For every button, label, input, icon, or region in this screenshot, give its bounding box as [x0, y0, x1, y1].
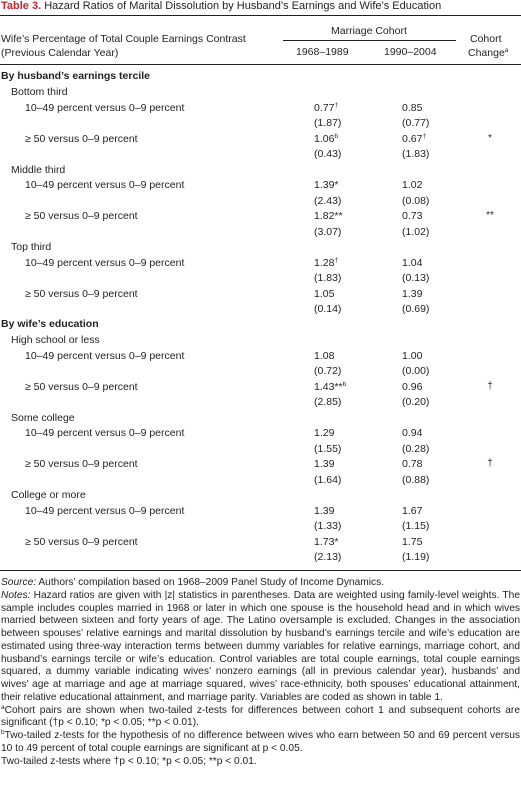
- value-1990-2004: 1.75: [402, 535, 423, 548]
- stat-1968-1989: (1.64): [314, 473, 342, 486]
- cohort-change-mark: **: [486, 210, 494, 221]
- stat-1990-2004: (1.19): [402, 551, 430, 563]
- row-header-line2: (Previous Calendar Year): [1, 47, 119, 59]
- stat-1968-1989: (1.87): [314, 117, 342, 129]
- row-label: 10–49 percent versus 0–9 percent: [25, 349, 185, 362]
- stat-1968-1989: (1.33): [314, 520, 342, 532]
- footnote-b: $^b$Two-tailed z-tests for the hypothesis of no difference between wives who earn between 50 and 69 percent versus 10 to 49 percent of total couple earnings are significant at p < 0.05.: [1, 729, 520, 754]
- value-1968-1989: 1.73*: [314, 535, 339, 548]
- cohort-span-header: Marriage Cohort: [331, 25, 407, 37]
- value-1990-2004: 0.94: [402, 427, 423, 439]
- value-1968-1989: 1.82**: [314, 210, 343, 222]
- row-label: 10–49 percent versus 0–9 percent: [25, 504, 185, 517]
- row-header-line1: Wife’s Percentage of Total Couple Earnings Contrast: [1, 33, 246, 45]
- cohort-change-mark: *: [488, 132, 492, 144]
- stat-1968-1989: (1.55): [314, 442, 342, 455]
- stat-1968-1989: (2.13): [314, 551, 342, 563]
- header-rule: [0, 64, 521, 65]
- value-1990-2004: 1.39: [402, 287, 423, 300]
- stat-1968-1989: (1.83): [314, 272, 342, 284]
- stat-1990-2004: (0.69): [402, 303, 430, 315]
- value-1990-2004: 1.00: [402, 349, 423, 362]
- row-label: ≥ 50 versus 0–9 percent: [25, 287, 138, 300]
- value-1990-2004: 0.78: [402, 458, 423, 470]
- bottom-rule: [0, 570, 521, 571]
- value-1990-2004: 1.02: [402, 179, 423, 191]
- stat-1990-2004: (0.00): [402, 365, 430, 377]
- value-1990-2004: 0.85: [402, 101, 423, 114]
- row-label: ≥ 50 versus 0–9 percent: [25, 535, 138, 548]
- source-note: Source: Authors’ compilation based on 1968–2009 Panel Study of Income Dynamics.: [1, 577, 385, 588]
- value-1968-1989: 1.06$^b$: [314, 132, 339, 145]
- value-1968-1989: 1.39: [314, 458, 335, 470]
- change-header-line1: Cohort: [470, 33, 502, 45]
- stat-1990-2004: (0.20): [402, 396, 430, 408]
- stat-1990-2004: (0.08): [402, 194, 430, 207]
- group-heading: College or more: [11, 489, 86, 501]
- group-heading: Middle third: [11, 163, 66, 176]
- value-1968-1989: 1.39: [314, 504, 335, 517]
- span-rule: [283, 40, 456, 41]
- table-notes: [1, 577, 520, 768]
- value-1990-2004: 0.96: [402, 380, 423, 393]
- row-label: 10–49 percent versus 0–9 percent: [25, 256, 185, 269]
- stat-1968-1989: (2.85): [314, 396, 342, 408]
- value-1968-1989: 1.29: [314, 427, 335, 439]
- stat-1990-2004: (1.15): [402, 520, 430, 532]
- row-label: 10–49 percent versus 0–9 percent: [25, 179, 185, 191]
- stat-1990-2004: (0.88): [402, 473, 430, 486]
- col-header-1968: 1968–1989: [296, 46, 349, 58]
- value-1968-1989: 1.43**$^b$: [314, 380, 347, 393]
- group-heading: High school or less: [11, 334, 100, 346]
- stat-1990-2004: (0.28): [402, 442, 430, 455]
- value-1968-1989: 1.05: [314, 287, 335, 300]
- table-caption: Hazard Ratios of Marital Dissolution by Husband’s Earnings and Wife’s Education: [44, 0, 442, 12]
- group-heading: Some college: [11, 411, 75, 424]
- general-notes: Notes: Hazard ratios are given with |z| statistics in parentheses. Data are weighted using family-level weights. The sample includes couples married in 1968 or later in which one spouse is the household head and in which wives married between sixteen and forty years of age. The Latino oversample is excluded. Changes in the association between spouses’ relative earnings and marital dissolution by husband’s earnings tercile and wife’s education are estimated using three-way interaction terms between dummy variables for relative earnings, marriage cohort, and husband’s earnings tercile or wife’s education. Control variables are total couple earnings, total couple earnings squared, a dummy variable indicating wives’ nonzero earnings (all in previous calendar year), husbands’ and wives’ age at marriage and age at marriage squared, wives’ race-ethnicity, both spouses’ educational attainment, their relative educational attainment, and marriage parity. Variables are coded as shown in table 1.: [1, 589, 520, 703]
- stat-1990-2004: (1.83): [402, 148, 430, 160]
- stat-1990-2004: (0.13): [402, 272, 430, 284]
- value-1990-2004: 0.67†: [402, 132, 427, 145]
- table-number: Table 3.: [1, 0, 42, 12]
- section-heading: By husband’s earnings tercile: [1, 70, 150, 82]
- change-header-line2: Change$^a$: [468, 47, 509, 59]
- row-label: ≥ 50 versus 0–9 percent: [25, 458, 138, 470]
- row-label: ≥ 50 versus 0–9 percent: [25, 132, 138, 145]
- cohort-change-mark: †: [487, 380, 493, 392]
- group-heading: Top third: [11, 241, 52, 253]
- stat-1968-1989: (0.14): [314, 303, 342, 315]
- value-1990-2004: 1.67: [402, 504, 423, 517]
- stat-1968-1989: (0.72): [314, 365, 342, 377]
- row-label: ≥ 50 versus 0–9 percent: [25, 380, 138, 393]
- footnote-a: $^a$Cohort pairs are shown when two-tailed z-tests for differences between cohort 1 and subsequent cohorts are significant (†p < 0.10; *p < 0.05; **p < 0.01).: [1, 703, 520, 729]
- section-heading: By wife’s education: [1, 318, 99, 330]
- value-1990-2004: 1.04: [402, 256, 423, 269]
- value-1968-1989: 1.39*: [314, 179, 339, 191]
- stat-1990-2004: (1.02): [402, 225, 430, 238]
- row-label: ≥ 50 versus 0–9 percent: [25, 210, 138, 222]
- cohort-change-mark: †: [487, 458, 493, 469]
- stat-1990-2004: (0.77): [402, 117, 430, 129]
- stat-1968-1989: (0.43): [314, 148, 342, 160]
- stat-1968-1989: (2.43): [314, 194, 342, 207]
- top-rule: [0, 15, 521, 16]
- value-1968-1989: 0.77†: [314, 101, 339, 114]
- value-1968-1989: 1.28†: [314, 256, 339, 269]
- value-1968-1989: 1.08: [314, 349, 335, 362]
- group-heading: Bottom third: [11, 86, 68, 98]
- row-label: 10–49 percent versus 0–9 percent: [25, 101, 185, 114]
- significance-note: Two-tailed z-tests where †p < 0.10; *p < 0.05; **p < 0.01.: [1, 755, 257, 767]
- stat-1968-1989: (3.07): [314, 225, 342, 238]
- col-header-1990: 1990–2004: [384, 46, 437, 58]
- table-title: [1, 0, 441, 12]
- value-1990-2004: 0.73: [402, 210, 423, 222]
- row-label: 10–49 percent versus 0–9 percent: [25, 427, 185, 439]
